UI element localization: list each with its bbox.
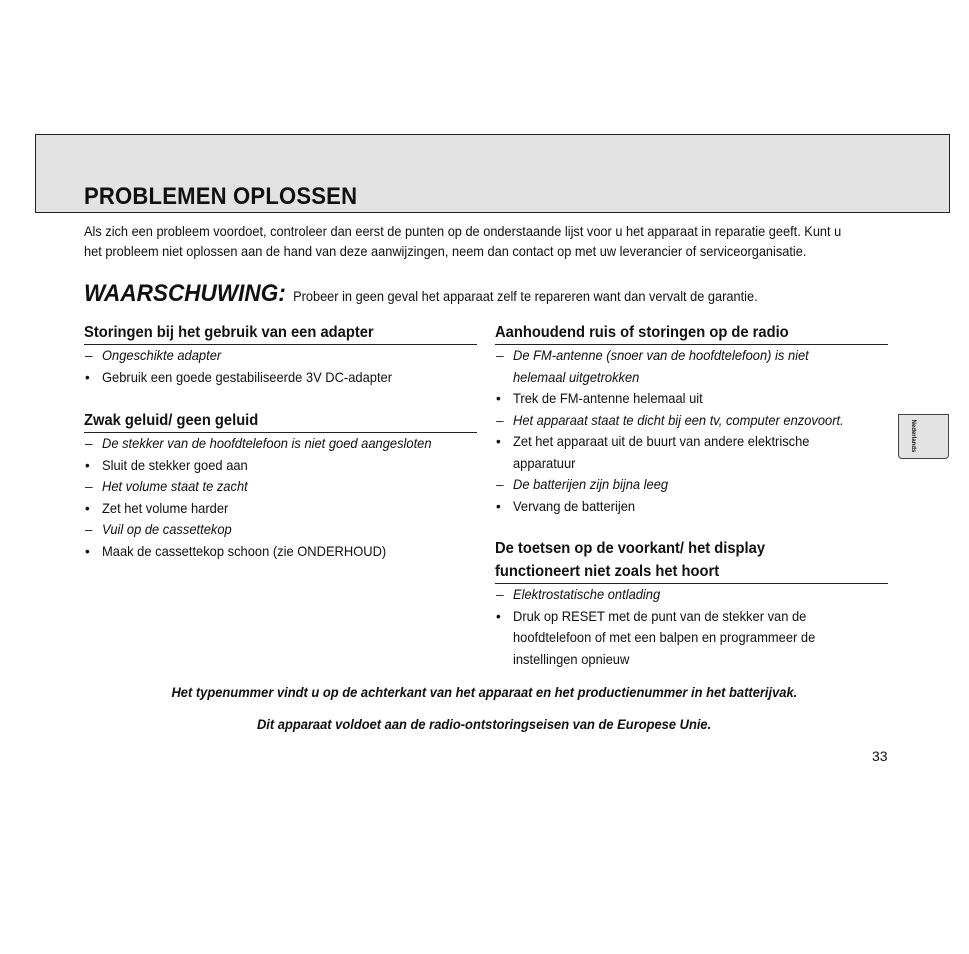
section-adapter	[84, 321, 477, 388]
language-tab	[898, 414, 949, 459]
list-item: • Zet het apparaat uit de buurt van andere elektrische apparatuur	[496, 434, 810, 471]
list-item: • Vervang de batterijen	[496, 498, 636, 514]
type-number-note: Het typenummer vindt u op de achterkant van het apparaat en het productienummer in het batterijvak.	[171, 685, 798, 700]
list-item: • Sluit de stekker goed aan	[85, 457, 248, 473]
warning-line	[84, 280, 855, 308]
page-title: PROBLEMEN OPLOSSEN	[84, 183, 358, 210]
list-item: – Elektrostatische ontlading	[496, 587, 661, 602]
list-item: – De stekker van de hoofdtelefoon is niet goed aangesloten	[85, 436, 432, 451]
section-sound	[84, 409, 477, 562]
language-tab-label: Nederlands	[910, 419, 916, 453]
section-title: Zwak geluid/ geen geluid	[84, 409, 477, 433]
list-item: • Gebruik een goede gestabiliseerde 3V DC-adapter	[85, 369, 393, 385]
section-radio	[495, 321, 888, 517]
list-item: • Zet het volume harder	[85, 500, 229, 516]
list-item: – Het apparaat staat te dicht bij een tv, computer enzovoort.	[496, 412, 844, 428]
list-item: – Het volume staat te zacht	[85, 479, 248, 494]
eu-compliance-note: Dit apparaat voldoet aan de radio-ontstoringseisen van de Europese Unie.	[257, 717, 712, 732]
warning-label: WAARSCHUWING:	[84, 280, 286, 307]
section-title: Aanhoudend ruis of storingen op de radio	[495, 321, 888, 345]
list-item: • Maak de cassettekop schoon (zie ONDERHOUD)	[85, 543, 387, 559]
section-title: Storingen bij het gebruik van een adapter	[84, 321, 477, 345]
list-item: – Vuil op de cassettekop	[85, 522, 232, 537]
list-item: – De FM-antenne (snoer van de hoofdtelefoon) is niet helemaal uitgetrokken	[496, 348, 809, 385]
page-number: 33	[872, 748, 888, 764]
intro-paragraph: Als zich een probleem voordoet, controleer dan eerst de punten op de onderstaande lijst voor u het apparaat in reparatie geeft. Kunt u het probleem niet oplossen aan de hand van deze aanwijzingen, neem dan contact op met uw leverancier of serviceorganisatie.	[84, 224, 842, 259]
list-item: – De batterijen zijn bijna leeg	[496, 477, 669, 492]
section-title: De toetsen op de voorkant/ het display functioneert niet zoals het hoort	[495, 537, 888, 584]
list-item: – Ongeschikte adapter	[85, 348, 222, 363]
warning-text: Probeer in geen geval het apparaat zelf te repareren want dan vervalt de garantie.	[293, 289, 758, 304]
list-item: • Druk op RESET met de punt van de stekker van de hoofdtelefoon of met een balpen en programmeer de instellingen opnieuw	[496, 608, 816, 667]
section-controls	[495, 537, 888, 670]
list-item: • Trek de FM-antenne helemaal uit	[496, 391, 703, 406]
